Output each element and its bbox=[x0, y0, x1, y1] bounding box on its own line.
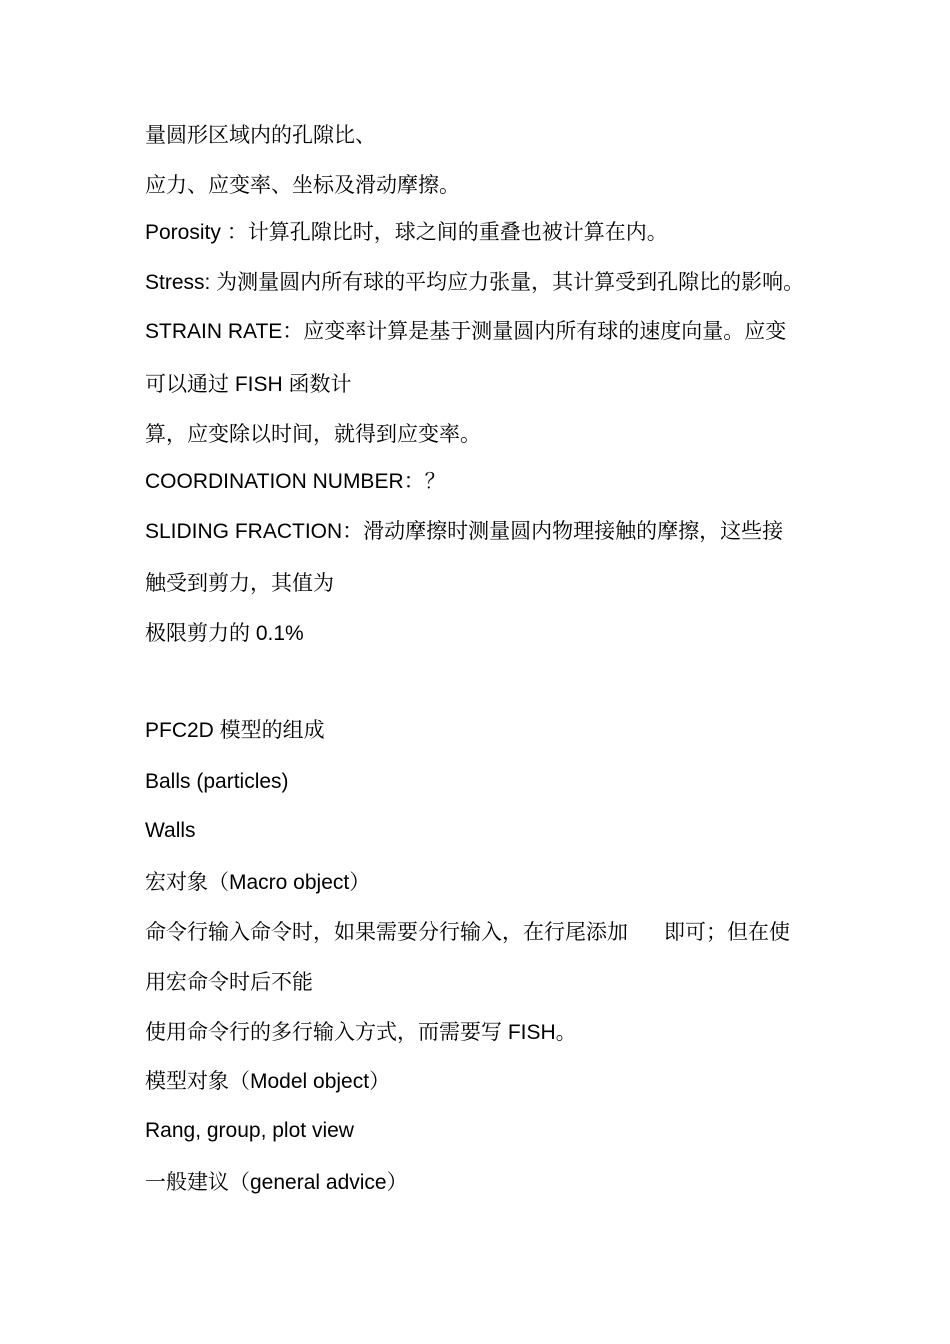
text-line-walls: Walls bbox=[145, 819, 196, 842]
text-line-macro-object: 宏对象（Macro object） bbox=[145, 871, 371, 894]
text-line-sliding-fraction: SLIDING FRACTION：滑动摩擦时测量圆内物理接触的摩擦，这些接 bbox=[145, 520, 784, 543]
command-input-part-2: 即可；但在使 bbox=[664, 921, 790, 944]
text-line-macro-command: 用宏命令时后不能 bbox=[145, 971, 313, 994]
text-line-range-group-plot: Rang, group, plot view bbox=[145, 1119, 354, 1142]
text-line-porosity: Porosity ：计算孔隙比时，球之间的重叠也被计算在内。 bbox=[145, 221, 668, 244]
text-line-fish-function: 可以通过 FISH 函数计 bbox=[145, 373, 352, 396]
text-line-strain-time: 算，应变除以时间，就得到应变率。 bbox=[145, 423, 481, 446]
text-line-shear-force: 触受到剪力，其值为 bbox=[145, 572, 334, 595]
text-line-stress: Stress: 为测量圆内所有球的平均应力张量，其计算受到孔隙比的影响。 bbox=[145, 271, 805, 294]
text-line-model-object: 模型对象（Model object） bbox=[145, 1070, 391, 1093]
text-line-limit-shear: 极限剪力的 0.1% bbox=[145, 622, 304, 645]
text-line-general-advice: 一般建议（general advice） bbox=[145, 1171, 408, 1194]
command-input-part-1: 命令行输入命令时，如果需要分行输入，在行尾添加 bbox=[145, 921, 628, 944]
text-line-multiline-fish: 使用命令行的多行输入方式，而需要写 FISH。 bbox=[145, 1021, 577, 1044]
text-line-coordination-number: COORDINATION NUMBER：？ bbox=[145, 470, 446, 493]
text-line-strain-rate: STRAIN RATE：应变率计算是基于测量圆内所有球的速度向量。应变 bbox=[145, 320, 787, 343]
section-heading-pfc2d-model: PFC2D 模型的组成 bbox=[145, 719, 325, 742]
text-line-command-input bbox=[145, 920, 790, 946]
text-line-balls: Balls (particles) bbox=[145, 770, 289, 793]
text-line-stress-strain: 应力、应变率、坐标及滑动摩擦。 bbox=[145, 174, 460, 197]
text-line-void-ratio: 量圆形区域内的孔隙比、 bbox=[145, 124, 376, 147]
